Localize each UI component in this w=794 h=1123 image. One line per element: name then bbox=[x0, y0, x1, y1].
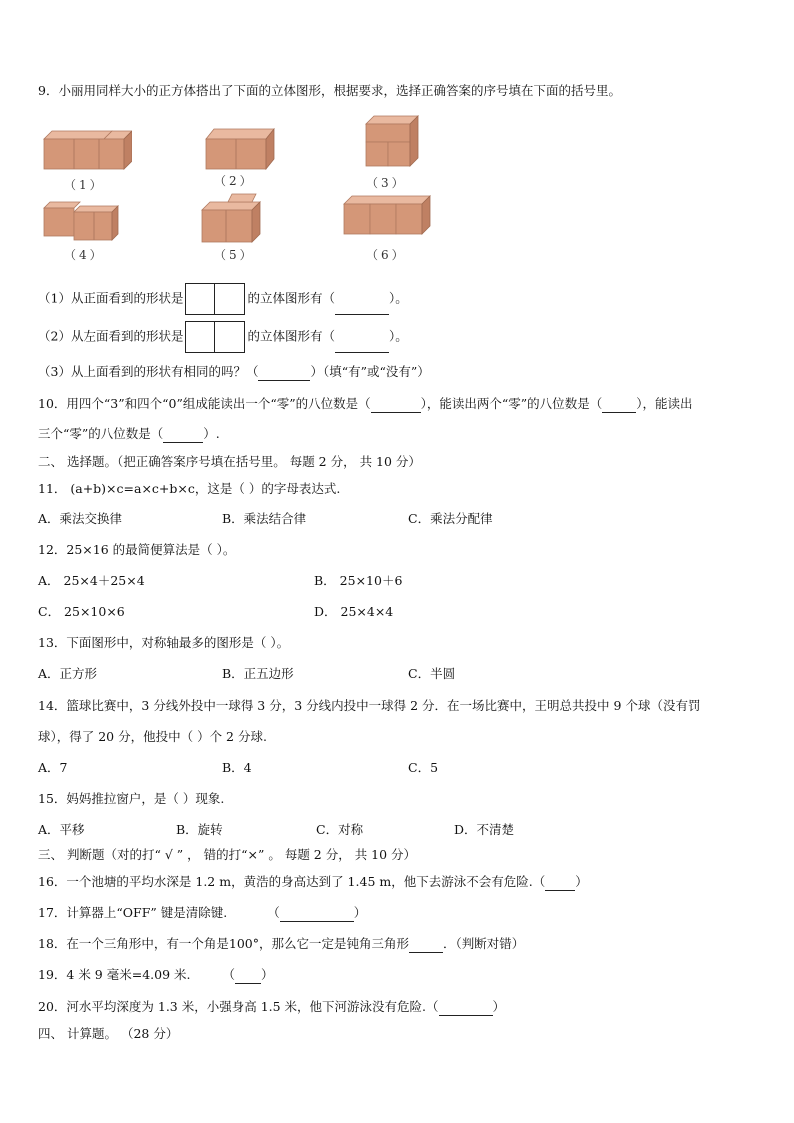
answer-blank[interactable] bbox=[371, 396, 421, 413]
question-9-sub-3: （3）从上面看到的形状有相同的吗？（ ）（填“有”或“没有”） bbox=[38, 364, 430, 379]
answer-blank[interactable] bbox=[409, 936, 443, 953]
question-12-option-b[interactable]: B． 25×10＋6 bbox=[314, 573, 403, 588]
answer-blank[interactable] bbox=[602, 396, 636, 413]
question-13-option-b[interactable]: B．正五边形 bbox=[222, 666, 294, 681]
question-15-option-b[interactable]: B．旋转 bbox=[176, 822, 223, 837]
question-15-option-c[interactable]: C．对称 bbox=[316, 822, 364, 837]
figure-label-6: （6） bbox=[366, 248, 407, 262]
section-4-heading: 四、 计算题。 （28 分） bbox=[38, 1026, 179, 1041]
question-11-option-b[interactable]: B．乘法结合律 bbox=[222, 511, 307, 526]
figure-label-4: （4） bbox=[64, 248, 105, 262]
answer-blank[interactable] bbox=[335, 284, 389, 315]
question-14-line-1: 14．篮球比赛中，3 分线外投中一球得 3 分，3 分线内投中一球得 2 分．在一场比赛中，王明总共投中 9 个球（没有罚 bbox=[38, 698, 701, 713]
question-20: 20．河水平均深度为 1.3 米，小强身高 1.5 米，他下河游泳没有危险.（ ） bbox=[38, 999, 506, 1014]
cube-figure-6 bbox=[342, 194, 434, 242]
question-14-option-a[interactable]: A．7 bbox=[38, 760, 68, 775]
question-15-stem: 15．妈妈推拉窗户，是（ ）现象. bbox=[38, 791, 225, 806]
question-17: 17．计算器上“OFF” 键是清除键. （ ） bbox=[38, 905, 367, 920]
answer-blank[interactable] bbox=[545, 874, 575, 891]
question-11-option-a[interactable]: A．乘法交换律 bbox=[38, 511, 123, 526]
question-10-line-2: 三个“零”的八位数是（ ）. bbox=[38, 426, 220, 441]
question-18: 18．在一个三角形中，有一个角是100°，那么它一定是钝角三角形 ．（判断对错） bbox=[38, 936, 525, 951]
question-14-line-2: 球），得了 20 分，他投中（ ）个 2 分球. bbox=[38, 729, 267, 744]
answer-blank[interactable] bbox=[280, 905, 354, 922]
question-12-option-a[interactable]: A． 25×4＋25×4 bbox=[38, 573, 145, 588]
question-16: 16．一个池塘的平均水深是 1.2 m，黄浩的身高达到了 1.45 m，他下去游泳不会有危险.（ ） bbox=[38, 874, 588, 889]
section-2-heading: 二、 选择题。（把正确答案序号填在括号里。 每题 2 分， 共 10 分） bbox=[38, 454, 421, 469]
question-15-option-a[interactable]: A．平移 bbox=[38, 822, 85, 837]
figure-label-1: （1） bbox=[64, 178, 105, 192]
question-12-stem: 12．25×16 的最简便算法是（ ）。 bbox=[38, 542, 236, 557]
cube-figure-2 bbox=[204, 125, 276, 175]
question-19: 19．4 米 9 毫米=4.09 米. （ ） bbox=[38, 967, 274, 982]
question-13-option-a[interactable]: A．正方形 bbox=[38, 666, 98, 681]
question-13-stem: 13．下面图形中，对称轴最多的图形是（ ）。 bbox=[38, 635, 290, 650]
figure-label-3: （3） bbox=[366, 176, 407, 190]
answer-blank[interactable] bbox=[235, 967, 261, 984]
cube-figure-5 bbox=[200, 190, 264, 246]
answer-blank[interactable] bbox=[335, 322, 389, 353]
cube-figure-1 bbox=[42, 125, 132, 175]
answer-blank[interactable] bbox=[258, 364, 310, 381]
question-11-option-c[interactable]: C．乘法分配律 bbox=[408, 511, 493, 526]
question-12-option-c[interactable]: C． 25×10×6 bbox=[38, 604, 125, 619]
question-13-option-c[interactable]: C．半圆 bbox=[408, 666, 456, 681]
cube-figure-3 bbox=[360, 114, 424, 170]
question-9-sub-1: （1）从正面看到的形状是 的立体图形有（ ）。 bbox=[38, 283, 408, 315]
section-3-heading: 三、 判断题（对的打“ √ ” ， 错的打“×” 。 每题 2 分， 共 10 分） bbox=[38, 847, 417, 862]
question-12-option-d[interactable]: D． 25×4×4 bbox=[314, 604, 394, 619]
two-squares-shape bbox=[185, 283, 245, 315]
question-15-option-d[interactable]: D．不清楚 bbox=[454, 822, 515, 837]
question-14-option-c[interactable]: C．5 bbox=[408, 760, 439, 775]
figure-label-2: （2） bbox=[214, 174, 255, 188]
question-9-sub-2: （2）从左面看到的形状是 的立体图形有（ ）。 bbox=[38, 321, 408, 353]
question-9-title: 9．小丽用同样大小的正方体搭出了下面的立体图形，根据要求，选择正确答案的序号填在下面的括号里。 bbox=[38, 83, 621, 98]
question-11-stem: 11． (a+b)×c=a×c+b×c，这是（ ）的字母表达式. bbox=[38, 481, 341, 496]
two-squares-shape bbox=[185, 321, 245, 353]
answer-blank[interactable] bbox=[163, 426, 203, 443]
cube-figure-4 bbox=[42, 198, 120, 244]
question-14-option-b[interactable]: B．4 bbox=[222, 760, 252, 775]
answer-blank[interactable] bbox=[439, 999, 493, 1016]
figure-label-5: （5） bbox=[214, 248, 255, 262]
question-10-line-1: 10．用四个“3”和四个“0”组成能读出一个“零”的八位数是（ ），能读出两个“零”的八位数是（ ），能读出 bbox=[38, 396, 693, 411]
